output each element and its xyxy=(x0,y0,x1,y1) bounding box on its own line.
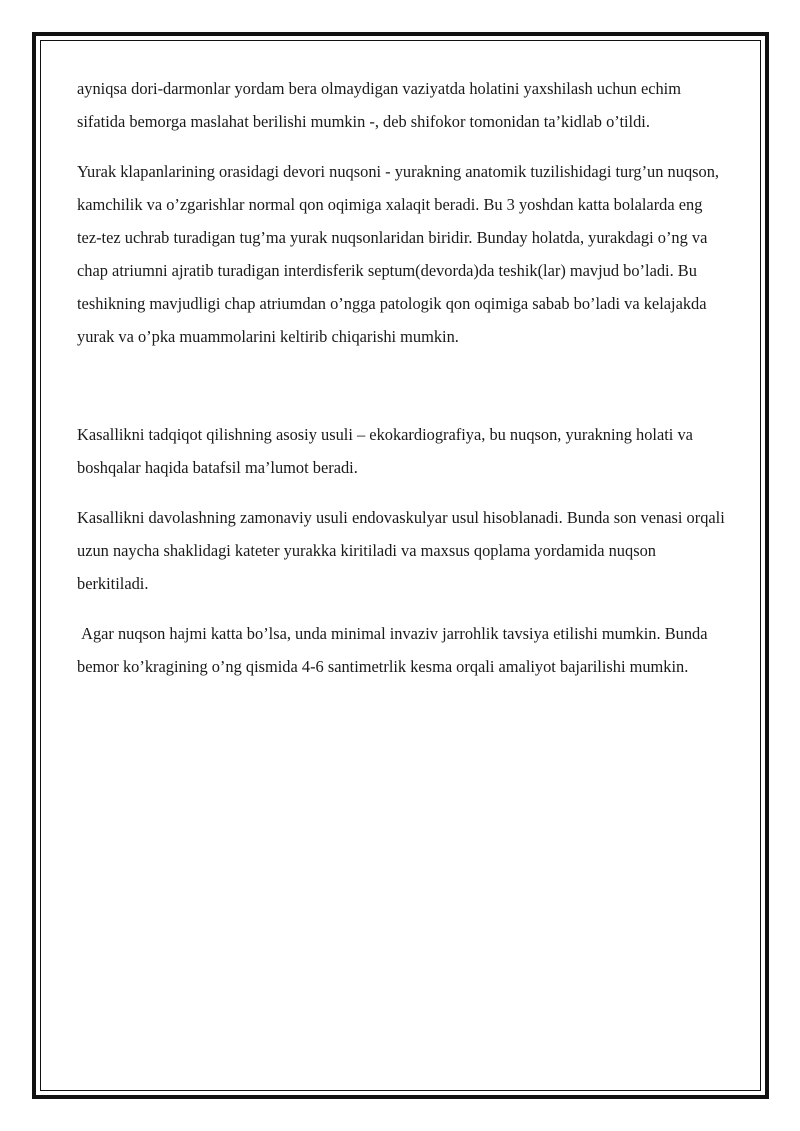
document-body xyxy=(77,72,725,683)
paragraph-4: Kasallikni davolashning zamonaviy usuli endovaskulyar usul hisoblanadi. Bunda son venasi orqali uzun naycha shaklidagi kateter yurakka kiritiladi va maxsus qoplama yordamida nuqson berkitiladi. xyxy=(77,508,725,593)
paragraph-2: Yurak klapanlarining orasidagi devori nuqsoni - yurakning anatomik tuzilishidagi turg’un nuqson, kamchilik va o’zgarishlar normal qon oqimiga xalaqit beradi. Bu 3 yoshdan katta bolalarda eng tez-tez uchrab turadigan tug’ma yurak nuqsonlaridan biridir. Bunday holatda, yurakdagi o’ng va chap atriumni ajratib turadigan interdisferik septum(devorda)da teshik(lar) mavjud bo’ladi. Bu teshikning mavjudligi chap atriumdan o’ngga patologik qon oqimiga sabab bo’ladi va kelajakda yurak va o’pka muammolarini keltirib chiqarishi mumkin. xyxy=(77,162,720,346)
paragraph-1: ayniqsa dori-darmonlar yordam bera olmaydigan vaziyatda holatini yaxshilash uchun echim sifatida bemorga maslahat berilishi mumkin -, deb shifokor tomonidan ta’kidlab o’tildi. xyxy=(77,79,681,131)
paragraph-3: Kasallikni tadqiqot qilishning asosiy usuli – ekokardiografiya, bu nuqson, yurakning holati va boshqalar haqida batafsil ma’lumot beradi. xyxy=(77,425,693,477)
paragraph-5: Agar nuqson hajmi katta bo’lsa, unda minimal invaziv jarrohlik tavsiya etilishi mumkin. Bunda bemor ko’kragining o’ng qismida 4-6 santimetrlik kesma orqali amaliyot bajarilishi mumkin. xyxy=(77,624,712,676)
blank-gap xyxy=(77,353,725,418)
